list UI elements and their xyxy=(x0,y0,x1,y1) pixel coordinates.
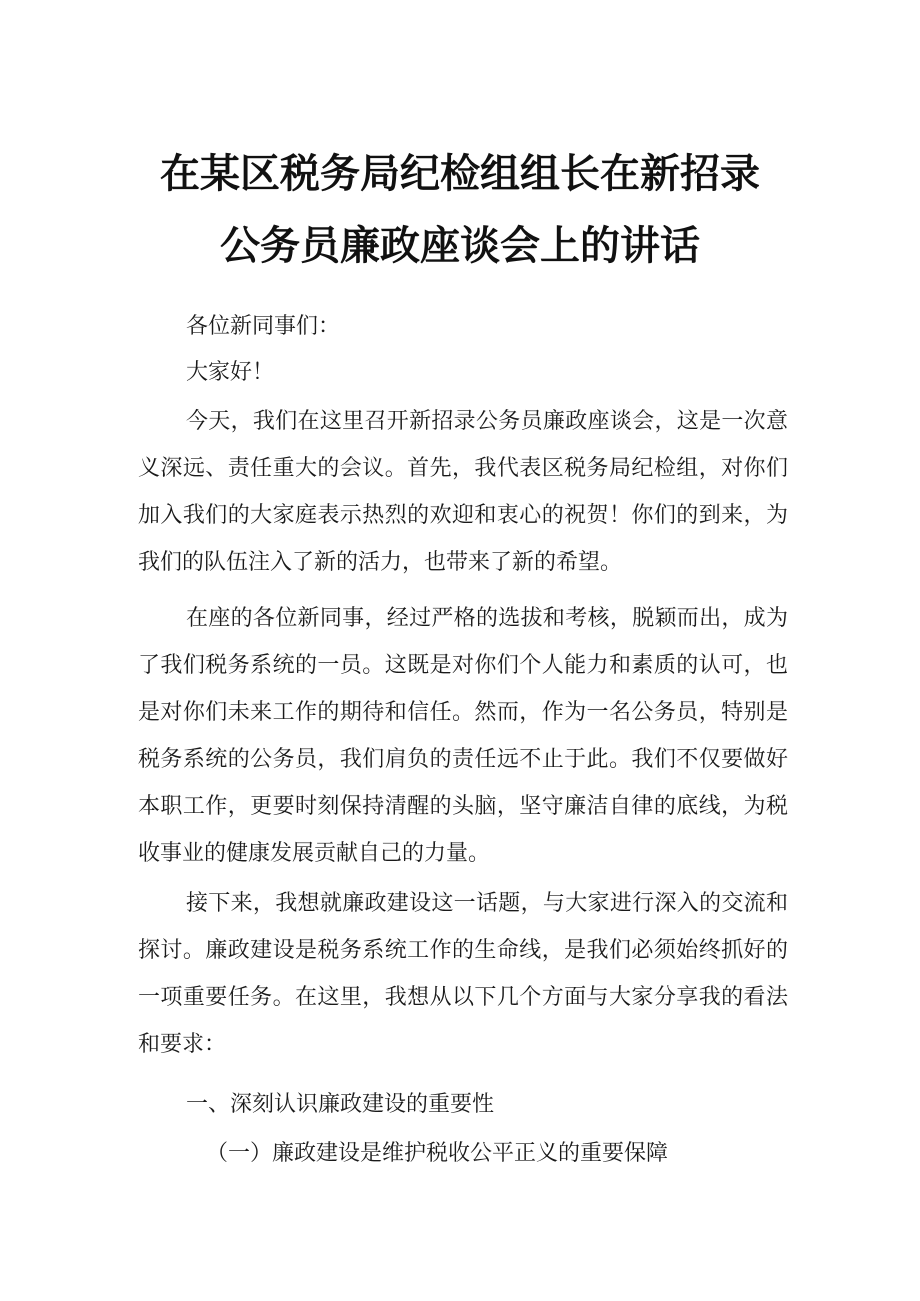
paragraph-2: 在座的各位新同事，经过严格的选拔和考核，脱颖而出，成为了我们税务系统的一员。这既是对你们个人能力和素质的认可，也是对你们未来工作的期待和信任。然而，作为一名公务员，特别是税务系统的公务员，我们肩负的责任远不止于此。我们不仅要做好本职工作，更要时刻保持清醒的头脑，坚守廉洁自律的底线，为税收事业的健康发展贡献自己的力量。 xyxy=(138,606,788,866)
salutation: 各位新同事们： xyxy=(186,314,341,339)
document-title-line-2: 公务员廉政座谈会上的讲话 xyxy=(220,223,700,269)
section-heading: 一、深刻认识廉政建设的重要性 xyxy=(186,1092,495,1117)
paragraph-3: 接下来，我想就廉政建设这一话题，与大家进行深入的交流和探讨。廉政建设是税务系统工作的生命线，是我们必须始终抓好的一项重要任务。在这里，我想从以下几个方面与大家分享我的看法和要求： xyxy=(138,891,788,1057)
paragraph-1: 今天，我们在这里召开新招录公务员廉政座谈会，这是一次意义深远、责任重大的会议。首先，我代表区税务局纪检组，对你们加入我们的大家庭表示热烈的欢迎和衷心的祝贺！你们的到来，为我们的队伍注入了新的活力，也带来了新的希望。 xyxy=(138,409,788,575)
document-title-line-1: 在某区税务局纪检组组长在新招录 xyxy=(160,151,760,197)
subsection-heading: （一）廉政建设是维护税收公平正义的重要保障 xyxy=(206,1141,669,1166)
greeting: 大家好！ xyxy=(186,360,275,385)
